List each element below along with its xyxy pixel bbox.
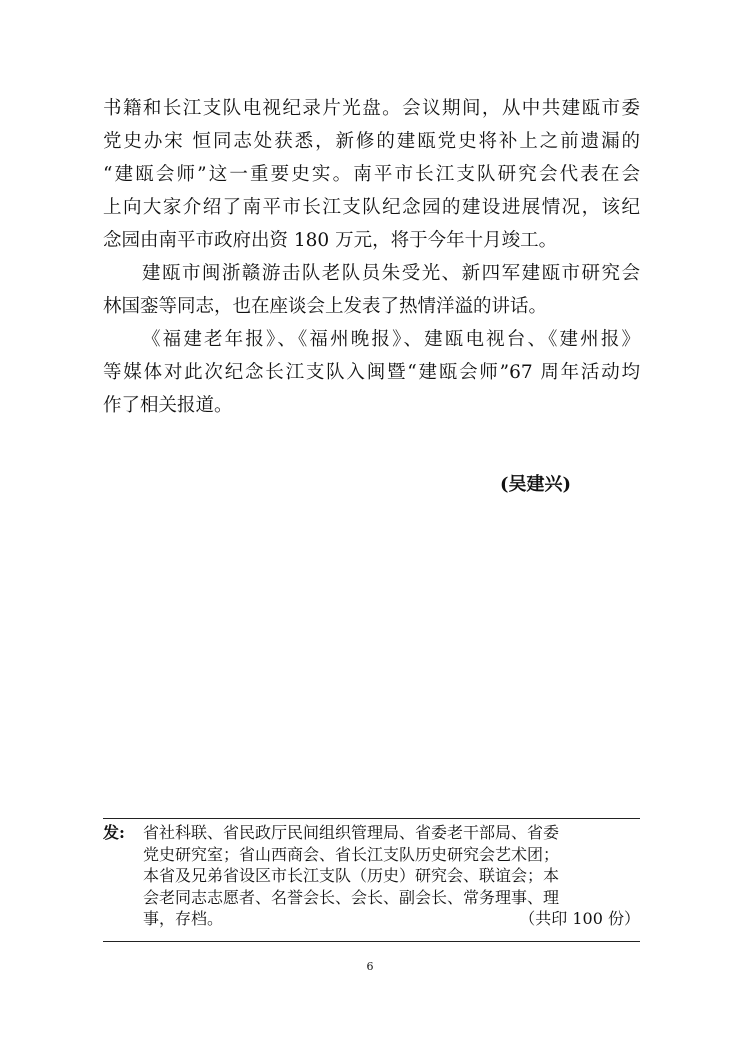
distribution-line: 省社科联、省民政厅民间组织管理局、省委老干部局、省委 [143, 823, 560, 842]
top-divider [103, 818, 640, 819]
paragraph-line: 书籍和长江支队电视纪录片光盘。会议期间，从中共建瓯市委 [103, 98, 640, 119]
paragraph-line: 林国銮等同志，也在座谈会上发表了热情洋溢的讲话。 [103, 296, 548, 317]
paragraph-line: 上向大家介绍了南平市长江支队纪念园的建设进展情况，该纪 [103, 197, 640, 218]
paragraph-line: “建瓯会师”这一重要史实。南平市长江支队研究会代表在会 [103, 164, 640, 185]
paragraph-line: 党史办宋 恒同志处获悉，新修的建瓯党史将补上之前遗漏的 [103, 131, 640, 152]
distribution-line: 本省及兄弟省设区市长江支队（历史）研究会、联谊会；本 [143, 866, 560, 885]
paragraph-line: 建瓯市闽浙赣游击队老队员朱受光、新四军建瓯市研究会 [142, 263, 640, 284]
bottom-divider [103, 941, 640, 942]
distribution-line: 会老同志志愿者、名誉会长、会长、副会长、常务理事、理 [143, 887, 560, 907]
copies-count: （共印 100 份） [519, 909, 640, 928]
paragraph-line: 等媒体对此次纪念长江支队入闽暨“建瓯会师”67 周年活动均 [103, 362, 640, 383]
distribution-label: 发: [103, 823, 125, 842]
distribution-list [103, 822, 640, 930]
paragraph-line: 《福建老年报》、《福州晚报》、建瓯电视台、《建州报》 [142, 329, 640, 350]
paragraph-line: 作了相关报道。 [103, 395, 233, 416]
article-body [103, 92, 640, 422]
paragraph-line: 念园由南平市政府出资 180 万元，将于今年十月竣工。 [103, 230, 558, 251]
author-signature: (吴建兴) [500, 474, 572, 495]
distribution-line: 事，存档。 [143, 909, 224, 928]
page-number: 6 [366, 960, 374, 973]
distribution-line: 党史研究室；省山西商会、省长江支队历史研究会艺术团； [143, 844, 560, 864]
